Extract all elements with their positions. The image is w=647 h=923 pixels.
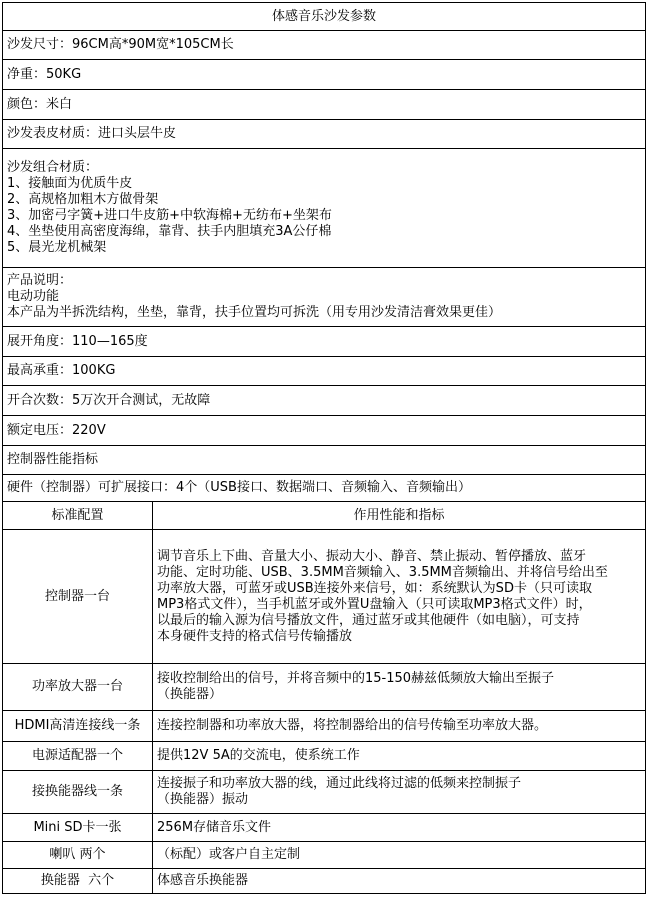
config-desc-line: 接收控制给出的信号，并将音频中的15-150赫兹低频放大输出至振子 — [157, 671, 555, 686]
weight-row: 净重：50KG — [3, 60, 646, 90]
leather-row: 沙发表皮材质：进口头层牛皮 — [3, 120, 646, 149]
config-desc-line: 以最后的输入源为信号播放文件，通过蓝牙或其他硬件（如电脑），可支持 — [157, 612, 580, 628]
config-desc — [153, 530, 646, 664]
config-desc-line: 提供12V 5A的交流电，使系统工作 — [157, 748, 360, 763]
config-desc-line: 体感音乐换能器 — [157, 873, 249, 888]
cycles-row: 开合次数：5万次开合测试，无故障 — [3, 386, 646, 416]
config-desc-line: 功率放大器，可蓝牙或USB连接外来信号，如：系统默认为SD卡（只可读取 — [157, 580, 592, 596]
materials-item: 5、晨光龙机械架 — [7, 240, 107, 255]
config-item: 电源适配器一个 — [3, 742, 153, 771]
materials-item: 2、高规格加粗木方做骨架 — [7, 192, 159, 207]
config-desc-line: 连接振子和功率放大器的线，通过此线将过滤的低频来控制振子 — [157, 776, 522, 791]
description-line: 本产品为半拆洗结构，坐垫，靠背，扶手位置均可拆洗（用专用沙发清洁膏效果更佳） — [7, 305, 502, 320]
config-desc — [153, 664, 646, 711]
angle-row: 展开角度：110—165度 — [3, 327, 646, 357]
sofa-spec-table — [2, 2, 646, 894]
spec-title: 体感音乐沙发参数 — [3, 3, 646, 31]
config-desc-line: MP3格式文件），当手机蓝牙或外置U盘输入（只可读取MP3格式文件）时， — [157, 596, 592, 612]
config-item: 控制器一台 — [3, 530, 153, 664]
config-item: 喇叭 两个 — [3, 842, 153, 869]
config-desc-line: （换能器）振动 — [157, 792, 249, 807]
color-row: 颜色：米白 — [3, 90, 646, 120]
materials-row — [3, 149, 646, 268]
config-item: 换能器 六个 — [3, 869, 153, 894]
materials-heading: 沙发组合材质： — [7, 160, 99, 175]
config-desc-line: 256M存储音乐文件 — [157, 819, 272, 835]
interfaces-row: 硬件（控制器）可扩展接口：4个（USB接口、数据端口、音频输入、音频输出） — [3, 475, 646, 502]
description-row — [3, 268, 646, 327]
config-item: 功率放大器一台 — [3, 664, 153, 711]
materials-item: 4、坐垫使用高密度海绵，靠背、扶手内胆填充3A公仔棉 — [7, 224, 332, 239]
config-header-right: 作用性能和指标 — [153, 502, 646, 530]
voltage-row: 额定电压：220V — [3, 416, 646, 446]
config-desc — [153, 814, 646, 842]
config-desc — [153, 771, 646, 814]
description-line: 电动功能 — [7, 289, 60, 304]
config-desc-line: （换能器） — [157, 687, 223, 702]
config-desc-line: 调节音乐上下曲、音量大小、振动大小、静音、禁止振动、暂停播放、蓝牙 — [157, 548, 587, 564]
config-desc — [153, 869, 646, 894]
config-item: Mini SD卡一张 — [3, 814, 153, 842]
config-desc-line: （标配）或客户自主定制 — [157, 847, 301, 862]
config-header-left: 标准配置 — [3, 502, 153, 530]
config-desc-line: 功能、定时功能、USB、3.5MM音频输入、3.5MM音频输出、并将信号给出至 — [157, 564, 608, 580]
description-heading: 产品说明： — [7, 273, 73, 288]
max-load-row: 最高承重：100KG — [3, 357, 646, 386]
config-item: HDMI高清连接线一条 — [3, 711, 153, 742]
controller-specs-row: 控制器性能指标 — [3, 446, 646, 475]
config-desc-line: 连接控制器和功率放大器，将控制器给出的信号传输至功率放大器。 — [157, 718, 548, 733]
materials-item: 1、接触面为优质牛皮 — [7, 176, 133, 191]
config-desc — [153, 742, 646, 771]
config-item: 接换能器线一条 — [3, 771, 153, 814]
config-desc — [153, 842, 646, 869]
size-row: 沙发尺寸：96CM高*90M宽*105CM长 — [3, 31, 646, 60]
config-desc — [153, 711, 646, 742]
config-desc-line: 本身硬件支持的格式信号传输播放 — [157, 628, 353, 644]
materials-item: 3、加密弓字簧+进口牛皮筋+中软海棉+无纺布+坐架布 — [7, 208, 332, 223]
